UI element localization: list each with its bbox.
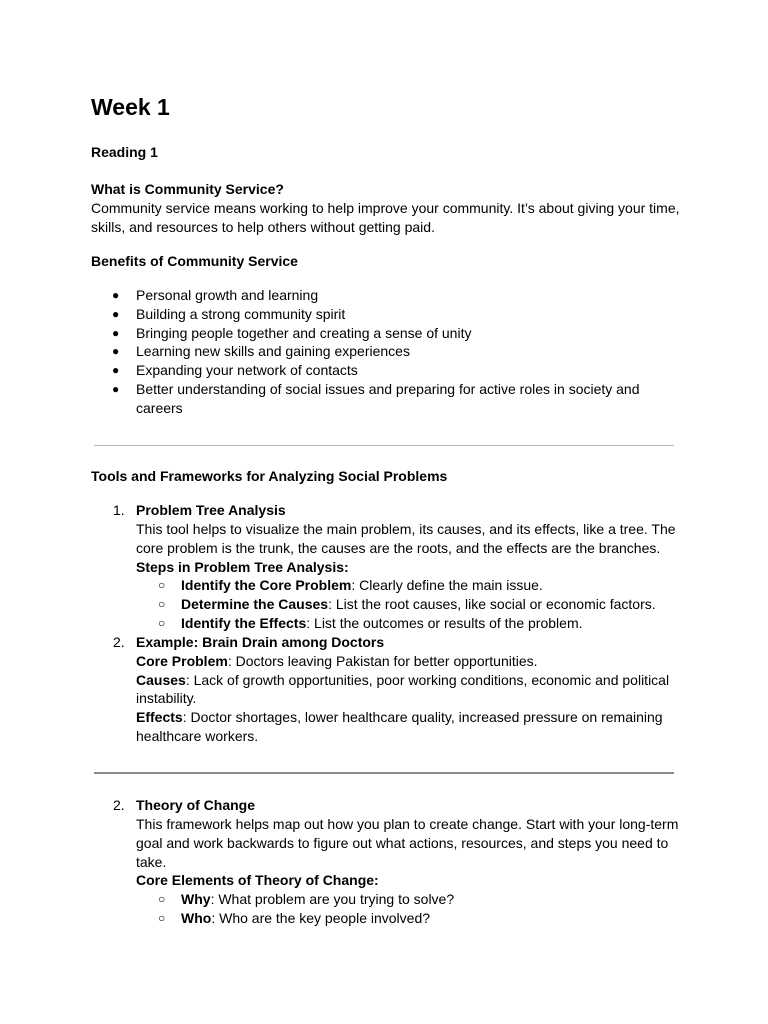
page-title: Week 1	[91, 94, 170, 120]
list-item: ● Learning new skills and gaining experiences	[112, 343, 410, 360]
list-item: ○ Determine the Causes: List the root causes, like social or economic factors.	[158, 596, 656, 613]
list-item: ○ Identify the Effects: List the outcomes or results of the problem.	[158, 614, 583, 631]
core-problem-line: Core Problem: Doctors leaving Pakistan for better opportunities.	[136, 652, 538, 669]
benefits-heading: Benefits of Community Service	[91, 253, 298, 269]
steps-list	[91, 576, 681, 632]
list-item: ● Expanding your network of contacts	[112, 362, 358, 379]
tools-section	[91, 467, 681, 746]
list-item: ● Bringing people together and creating a sense of unity	[112, 324, 472, 341]
reading-heading: Reading 1	[91, 144, 158, 160]
bullet-icon: ●	[112, 306, 120, 321]
circle-bullet-icon: ○	[158, 910, 166, 925]
community-service-text-1: Community service means working to help improve your community. It’s about giving your time,	[91, 200, 680, 216]
circle-bullet-icon: ○	[158, 892, 166, 907]
list-item: ● Personal growth and learning	[112, 287, 319, 303]
numbered-item-2	[91, 633, 681, 652]
divider	[94, 772, 674, 774]
item-title: Problem Tree Analysis	[136, 502, 286, 518]
community-service-heading: What is Community Service?	[91, 181, 284, 197]
list-item: ○ Why: What problem are you trying to solve?	[158, 891, 455, 908]
item-desc-1: This tool helps to visualize the main problem, its causes, and its effects, like a tree. The	[136, 521, 676, 537]
circle-bullet-icon: ○	[158, 578, 166, 593]
list-item: ○ Identify the Core Problem: Clearly define the main issue.	[158, 577, 543, 594]
bullet-icon: ●	[112, 344, 120, 359]
list-item-continuation: careers	[136, 399, 183, 416]
circle-bullet-icon: ○	[158, 597, 166, 612]
theory-desc-3: take.	[136, 853, 167, 870]
tools-heading: Tools and Frameworks for Analyzing Social Problems	[91, 468, 448, 484]
bullet-icon: ●	[112, 325, 120, 340]
item-title: Theory of Change	[136, 797, 256, 813]
causes-line: Causes: Lack of growth opportunities, poor working conditions, economic and political	[136, 671, 670, 688]
effects-line: Effects: Doctor shortages, lower healthcare quality, increased pressure on remaining	[136, 709, 663, 726]
circle-bullet-icon: ○	[158, 615, 166, 630]
causes-line-cont: instability.	[136, 690, 197, 707]
community-service-text-2: skills, and resources to help others without getting paid.	[91, 219, 435, 235]
bullet-icon: ●	[112, 381, 120, 396]
list-item: ● Better understanding of social issues and preparing for active roles in society and careers	[112, 380, 640, 416]
numbered-item-1	[91, 501, 681, 520]
document-top	[91, 93, 681, 418]
elements-list	[91, 890, 681, 928]
steps-heading: Steps in Problem Tree Analysis:	[136, 558, 349, 575]
bullet-icon: ●	[112, 363, 120, 378]
theory-desc-2: goal and work backwards to figure out what actions, resources, and steps you need to	[136, 834, 669, 851]
item-desc-2: core problem is the trunk, the causes are the roots, and the effects are the branches.	[136, 539, 661, 556]
item-number: 2.	[113, 633, 125, 650]
effects-line-cont: healthcare workers.	[136, 727, 259, 744]
list-item: ● Building a strong community spirit	[112, 305, 346, 322]
elements-heading: Core Elements of Theory of Change:	[136, 872, 379, 889]
list-item: ○ Who: Who are the key people involved?	[158, 909, 431, 926]
bullet-icon: ●	[112, 288, 120, 302]
divider	[94, 445, 674, 446]
theory-desc-1: This framework helps map out how you plan to create change. Start with your long-term	[136, 816, 679, 832]
benefits-list	[91, 286, 681, 418]
item-title: Example: Brain Drain among Doctors	[136, 633, 385, 650]
numbered-item-theory	[91, 796, 681, 815]
item-number: 1.	[113, 502, 125, 518]
item-number: 2.	[113, 797, 125, 813]
theory-section	[91, 796, 681, 928]
